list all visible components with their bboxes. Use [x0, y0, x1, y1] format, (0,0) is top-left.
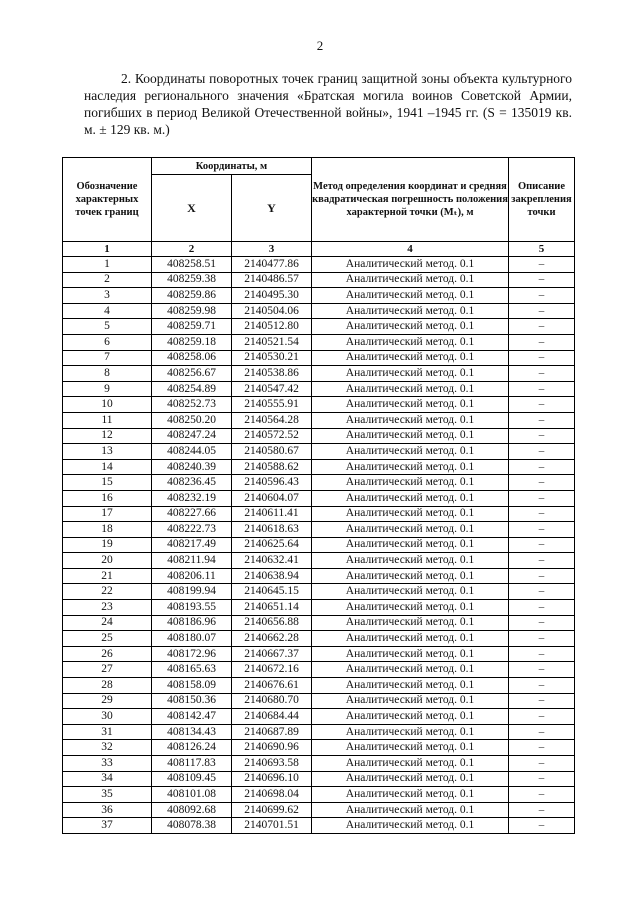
- x-coordinate-cell: 408134.43: [152, 724, 232, 740]
- table-row: [63, 334, 575, 350]
- y-coordinate-cell: 2140672.16: [232, 662, 312, 678]
- method-cell: Аналитический метод. 0.1: [312, 584, 509, 600]
- header-description: Описание закрепления точки: [509, 158, 575, 242]
- column-number: 2: [152, 242, 232, 257]
- method-cell: Аналитический метод. 0.1: [312, 257, 509, 273]
- description-cell: –: [509, 459, 575, 475]
- point-number-cell: 21: [63, 568, 152, 584]
- header-coordinates: Координаты, м: [152, 158, 312, 175]
- y-coordinate-cell: 2140611.41: [232, 506, 312, 522]
- x-coordinate-cell: 408206.11: [152, 568, 232, 584]
- table-row: [63, 475, 575, 491]
- x-coordinate-cell: 408240.39: [152, 459, 232, 475]
- description-cell: –: [509, 615, 575, 631]
- x-coordinate-cell: 408180.07: [152, 631, 232, 647]
- y-coordinate-cell: 2140512.80: [232, 319, 312, 335]
- x-coordinate-cell: 408256.67: [152, 366, 232, 382]
- table-row: [63, 709, 575, 725]
- point-number-cell: 9: [63, 381, 152, 397]
- table-row: [63, 724, 575, 740]
- x-coordinate-cell: 408244.05: [152, 444, 232, 460]
- table-row: [63, 397, 575, 413]
- table-row: [63, 568, 575, 584]
- description-cell: –: [509, 646, 575, 662]
- x-coordinate-cell: 408259.38: [152, 272, 232, 288]
- method-cell: Аналитический метод. 0.1: [312, 724, 509, 740]
- table-row: [63, 522, 575, 538]
- method-cell: Аналитический метод. 0.1: [312, 678, 509, 694]
- y-coordinate-cell: 2140656.88: [232, 615, 312, 631]
- method-cell: Аналитический метод. 0.1: [312, 615, 509, 631]
- page-number: 2: [316, 38, 324, 53]
- y-coordinate-cell: 2140618.63: [232, 522, 312, 538]
- description-cell: –: [509, 397, 575, 413]
- point-number-cell: 25: [63, 631, 152, 647]
- table-row: [63, 366, 575, 382]
- x-coordinate-cell: 408109.45: [152, 771, 232, 787]
- x-coordinate-cell: 408258.06: [152, 350, 232, 366]
- description-cell: –: [509, 818, 575, 834]
- description-cell: –: [509, 724, 575, 740]
- x-coordinate-cell: 408199.94: [152, 584, 232, 600]
- column-number: 3: [232, 242, 312, 257]
- header-y: Y: [232, 175, 312, 242]
- method-cell: Аналитический метод. 0.1: [312, 506, 509, 522]
- method-cell: Аналитический метод. 0.1: [312, 428, 509, 444]
- table-row: [63, 459, 575, 475]
- method-cell: Аналитический метод. 0.1: [312, 646, 509, 662]
- y-coordinate-cell: 2140698.04: [232, 787, 312, 803]
- table-row: [63, 381, 575, 397]
- method-cell: Аналитический метод. 0.1: [312, 334, 509, 350]
- point-number-cell: 16: [63, 490, 152, 506]
- column-number: 4: [312, 242, 509, 257]
- description-cell: –: [509, 756, 575, 772]
- x-coordinate-cell: 408250.20: [152, 412, 232, 428]
- description-cell: –: [509, 787, 575, 803]
- y-coordinate-cell: 2140538.86: [232, 366, 312, 382]
- y-coordinate-cell: 2140680.70: [232, 693, 312, 709]
- y-coordinate-cell: 2140564.28: [232, 412, 312, 428]
- y-coordinate-cell: 2140555.91: [232, 397, 312, 413]
- point-number-cell: 19: [63, 537, 152, 553]
- x-coordinate-cell: 408236.45: [152, 475, 232, 491]
- y-coordinate-cell: 2140690.96: [232, 740, 312, 756]
- table-row: [63, 740, 575, 756]
- point-number-cell: 33: [63, 756, 152, 772]
- table-row: [63, 646, 575, 662]
- method-cell: Аналитический метод. 0.1: [312, 303, 509, 319]
- method-cell: Аналитический метод. 0.1: [312, 490, 509, 506]
- y-coordinate-cell: 2140486.57: [232, 272, 312, 288]
- description-cell: –: [509, 288, 575, 304]
- x-coordinate-cell: 408252.73: [152, 397, 232, 413]
- point-number-cell: 6: [63, 334, 152, 350]
- method-cell: Аналитический метод. 0.1: [312, 600, 509, 616]
- description-cell: –: [509, 662, 575, 678]
- method-cell: Аналитический метод. 0.1: [312, 537, 509, 553]
- method-cell: Аналитический метод. 0.1: [312, 662, 509, 678]
- header-x: X: [152, 175, 232, 242]
- point-number-cell: 4: [63, 303, 152, 319]
- table-row: [63, 662, 575, 678]
- point-number-cell: 34: [63, 771, 152, 787]
- table-row: [63, 490, 575, 506]
- point-number-cell: 15: [63, 475, 152, 491]
- table-row: [63, 771, 575, 787]
- x-coordinate-cell: 408259.86: [152, 288, 232, 304]
- table-row: [63, 412, 575, 428]
- point-number-cell: 8: [63, 366, 152, 382]
- method-cell: Аналитический метод. 0.1: [312, 412, 509, 428]
- point-number-cell: 2: [63, 272, 152, 288]
- x-coordinate-cell: 408258.51: [152, 257, 232, 273]
- description-cell: –: [509, 678, 575, 694]
- y-coordinate-cell: 2140696.10: [232, 771, 312, 787]
- table-row: [63, 444, 575, 460]
- y-coordinate-cell: 2140701.51: [232, 818, 312, 834]
- method-cell: Аналитический метод. 0.1: [312, 802, 509, 818]
- description-cell: –: [509, 490, 575, 506]
- description-cell: –: [509, 350, 575, 366]
- table-row: [63, 802, 575, 818]
- point-number-cell: 35: [63, 787, 152, 803]
- table-row: [63, 756, 575, 772]
- x-coordinate-cell: 408259.18: [152, 334, 232, 350]
- header-method: Метод определения координат и средняя квадратическая погрешность положения характерной точки (Mₜ), м: [312, 158, 509, 242]
- y-coordinate-cell: 2140580.67: [232, 444, 312, 460]
- method-cell: Аналитический метод. 0.1: [312, 459, 509, 475]
- x-coordinate-cell: 408217.49: [152, 537, 232, 553]
- method-cell: Аналитический метод. 0.1: [312, 397, 509, 413]
- point-number-cell: 31: [63, 724, 152, 740]
- x-coordinate-cell: 408254.89: [152, 381, 232, 397]
- y-coordinate-cell: 2140638.94: [232, 568, 312, 584]
- x-coordinate-cell: 408227.66: [152, 506, 232, 522]
- x-coordinate-cell: 408101.08: [152, 787, 232, 803]
- point-number-cell: 14: [63, 459, 152, 475]
- y-coordinate-cell: 2140667.37: [232, 646, 312, 662]
- point-number-cell: 28: [63, 678, 152, 694]
- description-cell: –: [509, 740, 575, 756]
- description-cell: –: [509, 475, 575, 491]
- method-cell: Аналитический метод. 0.1: [312, 350, 509, 366]
- description-cell: –: [509, 553, 575, 569]
- table-row: [63, 319, 575, 335]
- point-number-cell: 37: [63, 818, 152, 834]
- point-number-cell: 32: [63, 740, 152, 756]
- description-cell: –: [509, 600, 575, 616]
- x-coordinate-cell: 408172.96: [152, 646, 232, 662]
- point-number-cell: 7: [63, 350, 152, 366]
- point-number-cell: 22: [63, 584, 152, 600]
- description-cell: –: [509, 771, 575, 787]
- y-coordinate-cell: 2140521.54: [232, 334, 312, 350]
- x-coordinate-cell: 408158.09: [152, 678, 232, 694]
- table-row: [63, 787, 575, 803]
- description-cell: –: [509, 584, 575, 600]
- description-cell: –: [509, 568, 575, 584]
- description-cell: –: [509, 412, 575, 428]
- x-coordinate-cell: 408211.94: [152, 553, 232, 569]
- description-cell: –: [509, 537, 575, 553]
- method-cell: Аналитический метод. 0.1: [312, 475, 509, 491]
- method-cell: Аналитический метод. 0.1: [312, 553, 509, 569]
- description-cell: –: [509, 257, 575, 273]
- method-cell: Аналитический метод. 0.1: [312, 740, 509, 756]
- y-coordinate-cell: 2140651.14: [232, 600, 312, 616]
- y-coordinate-cell: 2140572.52: [232, 428, 312, 444]
- y-coordinate-cell: 2140693.58: [232, 756, 312, 772]
- method-cell: Аналитический метод. 0.1: [312, 631, 509, 647]
- method-cell: Аналитический метод. 0.1: [312, 366, 509, 382]
- description-cell: –: [509, 303, 575, 319]
- y-coordinate-cell: 2140645.15: [232, 584, 312, 600]
- point-number-cell: 18: [63, 522, 152, 538]
- point-number-cell: 29: [63, 693, 152, 709]
- table-body: [63, 257, 575, 834]
- x-coordinate-cell: 408078.38: [152, 818, 232, 834]
- x-coordinate-cell: 408117.83: [152, 756, 232, 772]
- table-row: [63, 257, 575, 273]
- table-row: [63, 288, 575, 304]
- method-cell: Аналитический метод. 0.1: [312, 522, 509, 538]
- description-cell: –: [509, 334, 575, 350]
- x-coordinate-cell: 408126.24: [152, 740, 232, 756]
- x-coordinate-cell: 408142.47: [152, 709, 232, 725]
- x-coordinate-cell: 408247.24: [152, 428, 232, 444]
- y-coordinate-cell: 2140588.62: [232, 459, 312, 475]
- description-cell: –: [509, 522, 575, 538]
- point-number-cell: 17: [63, 506, 152, 522]
- method-cell: Аналитический метод. 0.1: [312, 693, 509, 709]
- method-cell: Аналитический метод. 0.1: [312, 818, 509, 834]
- x-coordinate-cell: 408222.73: [152, 522, 232, 538]
- point-number-cell: 24: [63, 615, 152, 631]
- x-coordinate-cell: 408193.55: [152, 600, 232, 616]
- point-number-cell: 10: [63, 397, 152, 413]
- table-row: [63, 553, 575, 569]
- description-cell: –: [509, 319, 575, 335]
- description-cell: –: [509, 381, 575, 397]
- y-coordinate-cell: 2140530.21: [232, 350, 312, 366]
- table-row: [63, 537, 575, 553]
- point-number-cell: 11: [63, 412, 152, 428]
- y-coordinate-cell: 2140676.61: [232, 678, 312, 694]
- table-row: [63, 506, 575, 522]
- table-row: [63, 631, 575, 647]
- method-cell: Аналитический метод. 0.1: [312, 787, 509, 803]
- description-cell: –: [509, 693, 575, 709]
- point-number-cell: 23: [63, 600, 152, 616]
- y-coordinate-cell: 2140477.86: [232, 257, 312, 273]
- y-coordinate-cell: 2140699.62: [232, 802, 312, 818]
- table-row: [63, 818, 575, 834]
- point-number-cell: 3: [63, 288, 152, 304]
- point-number-cell: 20: [63, 553, 152, 569]
- description-cell: –: [509, 272, 575, 288]
- table-row: [63, 272, 575, 288]
- method-cell: Аналитический метод. 0.1: [312, 709, 509, 725]
- description-cell: –: [509, 428, 575, 444]
- y-coordinate-cell: 2140504.06: [232, 303, 312, 319]
- description-cell: –: [509, 506, 575, 522]
- description-cell: –: [509, 366, 575, 382]
- point-number-cell: 36: [63, 802, 152, 818]
- y-coordinate-cell: 2140687.89: [232, 724, 312, 740]
- point-number-cell: 12: [63, 428, 152, 444]
- method-cell: Аналитический метод. 0.1: [312, 288, 509, 304]
- table-row: [63, 428, 575, 444]
- x-coordinate-cell: 408259.71: [152, 319, 232, 335]
- table-row: [63, 303, 575, 319]
- column-number-row: [63, 242, 575, 257]
- point-number-cell: 30: [63, 709, 152, 725]
- method-cell: Аналитический метод. 0.1: [312, 381, 509, 397]
- header-designation: Обозначение характерных точек границ: [63, 158, 152, 242]
- y-coordinate-cell: 2140625.64: [232, 537, 312, 553]
- table-row: [63, 615, 575, 631]
- y-coordinate-cell: 2140632.41: [232, 553, 312, 569]
- point-number-cell: 5: [63, 319, 152, 335]
- x-coordinate-cell: 408232.19: [152, 490, 232, 506]
- point-number-cell: 13: [63, 444, 152, 460]
- header-row-group: [63, 158, 575, 175]
- y-coordinate-cell: 2140596.43: [232, 475, 312, 491]
- description-cell: –: [509, 709, 575, 725]
- method-cell: Аналитический метод. 0.1: [312, 319, 509, 335]
- description-cell: –: [509, 631, 575, 647]
- y-coordinate-cell: 2140662.28: [232, 631, 312, 647]
- table-row: [63, 350, 575, 366]
- method-cell: Аналитический метод. 0.1: [312, 756, 509, 772]
- x-coordinate-cell: 408259.98: [152, 303, 232, 319]
- x-coordinate-cell: 408150.36: [152, 693, 232, 709]
- description-cell: –: [509, 802, 575, 818]
- y-coordinate-cell: 2140547.42: [232, 381, 312, 397]
- table-row: [63, 678, 575, 694]
- method-cell: Аналитический метод. 0.1: [312, 272, 509, 288]
- point-number-cell: 27: [63, 662, 152, 678]
- method-cell: Аналитический метод. 0.1: [312, 568, 509, 584]
- x-coordinate-cell: 408165.63: [152, 662, 232, 678]
- point-number-cell: 26: [63, 646, 152, 662]
- table-header: [63, 158, 575, 257]
- y-coordinate-cell: 2140604.07: [232, 490, 312, 506]
- column-number: 1: [63, 242, 152, 257]
- table-row: [63, 600, 575, 616]
- table-row: [63, 584, 575, 600]
- column-number: 5: [509, 242, 575, 257]
- x-coordinate-cell: 408186.96: [152, 615, 232, 631]
- section-heading: 2. Координаты поворотных точек границ защитной зоны объекта культурного наследия регионального значения «Братская могила воинов Советской Армии, погибших в период Великой Отечественной войны», 1941 –1945 гг. (S = 135019 кв. м. ± 129 кв. м.): [84, 71, 572, 137]
- x-coordinate-cell: 408092.68: [152, 802, 232, 818]
- description-cell: –: [509, 444, 575, 460]
- y-coordinate-cell: 2140684.44: [232, 709, 312, 725]
- point-number-cell: 1: [63, 257, 152, 273]
- method-cell: Аналитический метод. 0.1: [312, 771, 509, 787]
- coordinates-table: [62, 157, 575, 834]
- method-cell: Аналитический метод. 0.1: [312, 444, 509, 460]
- y-coordinate-cell: 2140495.30: [232, 288, 312, 304]
- table-row: [63, 693, 575, 709]
